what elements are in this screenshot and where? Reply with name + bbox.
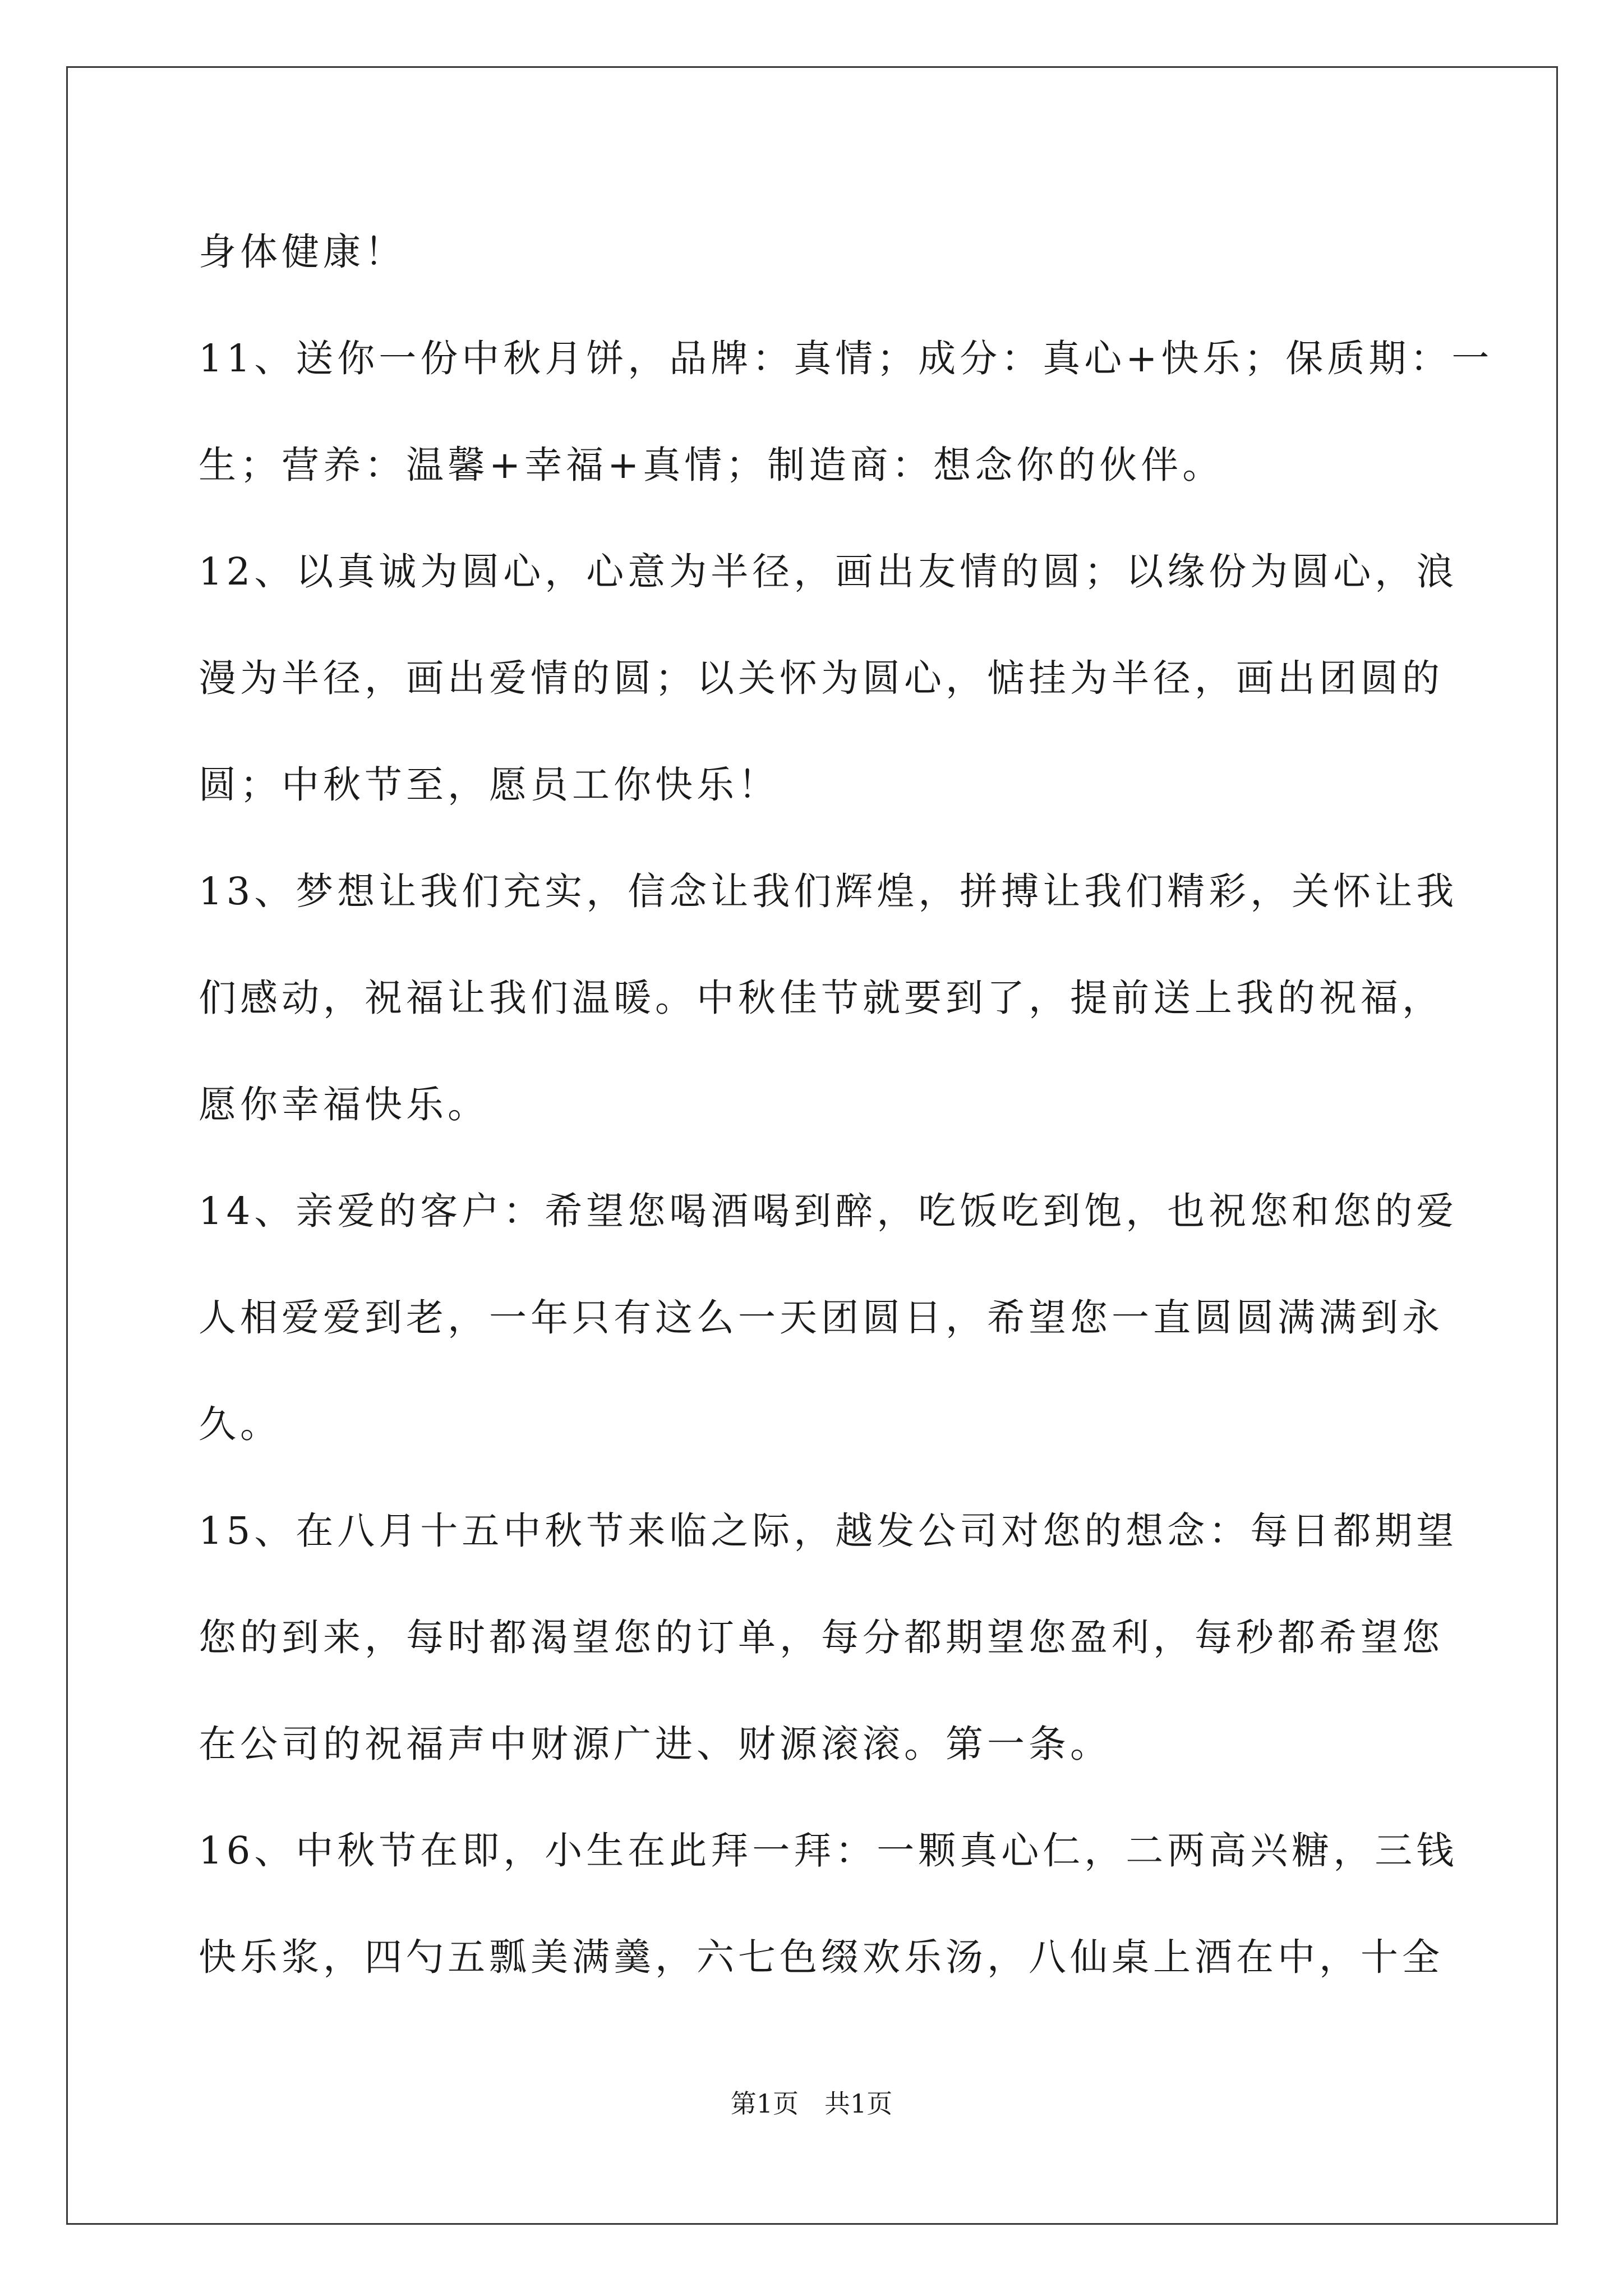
text-line: 身体健康！ <box>199 230 406 274</box>
text-line: 13、梦想让我们充实，信念让我们辉煌，拼搏让我们精彩，关怀让我 <box>199 869 1458 913</box>
text-line: 15、在八月十五中秋节来临之际，越发公司对您的想念：每日都期望 <box>199 1509 1458 1553</box>
text-line: 人相爱爱到老，一年只有这么一天团圆日，希望您一直圆圆满满到永 <box>199 1296 1444 1340</box>
text-line: 16、中秋节在即，小生在此拜一拜：一颗真心仁，二两高兴糖，三钱 <box>199 1829 1458 1872</box>
text-line: 久。 <box>199 1402 282 1446</box>
text-line: 漫为半径，画出爱情的圆；以关怀为圆心，惦挂为半径，画出团圆的 <box>199 656 1444 700</box>
text-line: 您的到来，每时都渴望您的订单，每分都期望您盈利，每秒都希望您 <box>199 1616 1444 1659</box>
page-number: 第1页 共1页 <box>730 2088 893 2119</box>
text-line: 11、送你一份中秋月饼，品牌：真情；成分：真心+快乐；保质期：一 <box>199 337 1493 380</box>
text-line: 快乐浆，四勺五瓢美满羹，六七色缀欢乐汤，八仙桌上酒在中，十全 <box>199 1935 1444 1979</box>
text-line: 在公司的祝福声中财源广进、财源滚滚。第一条。 <box>199 1722 1112 1766</box>
text-line: 生；营养：温馨+幸福+真情；制造商：想念你的伙伴。 <box>199 443 1224 487</box>
text-line: 圆；中秋节至，愿员工你快乐！ <box>199 763 780 807</box>
text-line: 们感动，祝福让我们温暖。中秋佳节就要到了，提前送上我的祝福， <box>199 976 1444 1020</box>
page-border <box>66 66 1558 2225</box>
text-line: 12、以真诚为圆心，心意为半径，画出友情的圆；以缘份为圆心，浪 <box>199 550 1458 593</box>
text-line: 愿你幸福快乐。 <box>199 1083 489 1126</box>
text-line: 14、亲爱的客户：希望您喝酒喝到醉，吃饭吃到饱，也祝您和您的爱 <box>199 1189 1458 1233</box>
